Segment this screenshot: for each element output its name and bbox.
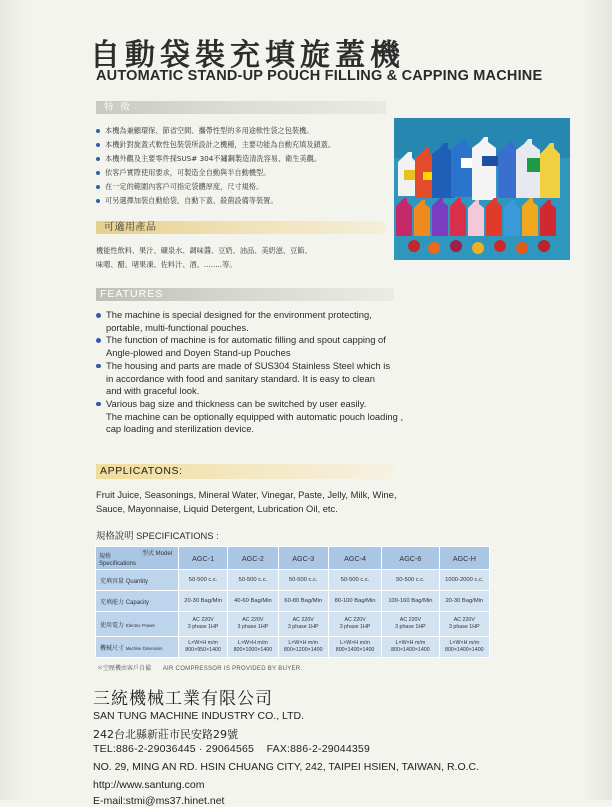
table-cell: 100-160 Bag/Min — [382, 591, 439, 612]
table-cell — [382, 612, 439, 637]
note-en: AIR COMPRESSOR IS PROVIDED BY BUYER. — [162, 666, 303, 672]
cell-line: 800×1000×1400 — [233, 647, 273, 653]
list-item-line: in accordance with food and sanitary standard. It is easy to clean — [106, 372, 375, 384]
cell-line: 3 phase 1HP — [287, 624, 319, 630]
corner-spec-zh: 規格 — [99, 554, 112, 560]
list-item-line: The function of machine is for automatic filling and spout capping of — [106, 334, 386, 346]
page-edge-right — [582, 0, 612, 800]
table-cell — [328, 637, 381, 658]
cell-line: 800×950×1400 — [185, 647, 221, 653]
cell-line: 3 phase 1HP — [237, 624, 269, 630]
cell-line: L×W×H m/m — [449, 640, 480, 646]
applications-zh-heading — [96, 221, 386, 234]
applications-en-line: Fruit Juice, Seasonings, Mineral Water, Vinegar, Paste, Jelly, Milk, Wine, — [96, 489, 397, 500]
list-item: 可另選擇加裝自動給袋、自動下蓋、殺菌設備等裝置。 — [96, 194, 396, 208]
applications-zh-text — [96, 244, 396, 272]
address-chinese: 242台北縣新莊市民安路29號 — [93, 728, 238, 741]
cell-line: AC 220V — [344, 617, 366, 623]
note-zh: ＊空壓機由客戶自備 — [97, 666, 152, 672]
table-cell — [278, 612, 328, 637]
applications-en-heading — [96, 464, 394, 479]
applications-en-label: APPLICATONS: — [100, 465, 183, 477]
table-cell — [228, 637, 278, 658]
cell-line: AC 220V — [192, 617, 214, 623]
row-label-en: Capacity — [125, 599, 150, 606]
model-header: AGC-1 — [179, 547, 228, 570]
cell-line: 800×1400×1400 — [335, 647, 375, 653]
list-item-line: The machine is special designed for the environment protecting, — [106, 309, 372, 320]
row-label-zh: 充填容量 — [100, 578, 125, 585]
list-item: 本機為兼顧環保、節省空間、攜帶性型的多用途軟性袋之包裝機。 — [96, 124, 396, 138]
row-label-zh: 機械尺寸 — [100, 645, 125, 652]
table-row — [96, 591, 490, 612]
row-label-en: Electric Power — [125, 622, 156, 628]
applications-zh-line: 機能性飲料、果汁、礦泉水、調味醬、豆奶、油品、美奶滋、豆餡、 — [96, 246, 312, 255]
features-en-heading — [96, 288, 394, 301]
company-name-english: SAN TUNG MACHINE INDUSTRY CO., LTD. — [93, 710, 304, 722]
cell-line: AC 220V — [292, 617, 314, 623]
table-cell: 50-500 c.c. — [328, 570, 381, 591]
pouches-illustration — [394, 118, 570, 260]
cell-line: L×W×H m/m — [395, 640, 426, 646]
address-english: NO. 29, MING AN RD. HSIN CHUANG CITY, 242, TAIPEI HSIEN, TAIWAN, R.O.C. — [93, 761, 480, 773]
row-label — [96, 637, 179, 658]
page-title-chinese: 自動袋裝充填旋蓋機 — [90, 38, 405, 73]
features-en-label: FEATURES — [100, 288, 164, 300]
product-pouches-photo — [394, 118, 570, 260]
table-cell: 50-500 c.c. — [228, 570, 278, 591]
cell-line: L×W×H m/m — [288, 640, 319, 646]
applications-en-line: Sauce, Mayonnaise, Liquid Detergent, Lubrication Oil, etc. — [96, 503, 338, 514]
specifications-table — [95, 546, 490, 658]
cell-line: AC 220V — [453, 617, 475, 623]
table-cell — [278, 637, 328, 658]
list-item-line: The machine can be optionally equipped with automatic pouch loading , — [106, 410, 404, 422]
cell-line: 3 phase 1HP — [448, 624, 480, 630]
row-label-en: Quantity — [125, 578, 149, 585]
cell-line: AC 220V — [242, 617, 264, 623]
list-item: 依客戶實際使用要求，可製造全自動與半自動機型。 — [96, 166, 396, 180]
table-cell: 60-80 Bag/Min — [278, 591, 328, 612]
cell-line: 800×1400×1400 — [445, 647, 484, 653]
features-zh-label: 特 徵 — [104, 102, 132, 113]
list-item — [96, 309, 436, 334]
features-zh-list — [96, 124, 396, 209]
model-header: AGC-3 — [278, 547, 328, 570]
table-cell: 80-100 Bag/Min — [328, 591, 381, 612]
cell-line: 3 phase 1HP — [395, 624, 426, 630]
company-name-chinese: 三統機械工業有限公司 — [93, 689, 273, 709]
model-header: AGC-6 — [382, 547, 439, 570]
row-label — [96, 612, 179, 637]
list-item — [96, 398, 436, 436]
contact-phone-fax — [93, 743, 370, 755]
applications-en-text — [96, 488, 436, 516]
list-item: 在一定的範圍內客戶可指定袋體厚度，尺寸規格。 — [96, 180, 396, 194]
table-cell: 50-500 c.c. — [179, 570, 228, 591]
list-item — [96, 360, 436, 398]
page-edge-left — [0, 0, 38, 800]
table-cell — [328, 612, 381, 637]
website-link[interactable]: http://www.santung.com — [93, 779, 205, 791]
list-item — [96, 334, 436, 359]
cell-line: AC 220V — [399, 617, 421, 623]
table-cell — [439, 612, 489, 637]
list-item: 本機針對旋蓋式軟性包裝袋所設計之機種，主要功能為自動充填及鎖蓋。 — [96, 138, 396, 152]
applications-zh-line: 味噌、醋、啫果凍、佐料汁、酒、........等。 — [96, 260, 237, 269]
page-title-english: AUTOMATIC STAND-UP POUCH FILLING & CAPPING MACHINE — [96, 68, 543, 84]
table-cell — [439, 637, 489, 658]
table-cell: 20-30 Bag/Min — [439, 591, 489, 612]
cell-line: 800×1400×1400 — [391, 647, 430, 653]
email-link[interactable]: E-mail:stmi@ms37.hinet.net — [93, 795, 225, 807]
table-cell — [382, 637, 439, 658]
features-en-list — [96, 309, 436, 436]
row-label-zh: 使用電力 — [100, 622, 125, 629]
table-row — [96, 637, 490, 658]
list-item-line: Various bag size and thickness can be switched by user easily. — [106, 397, 367, 409]
specifications-title: 規格說明 SPECIFICATIONS : — [96, 530, 219, 541]
cell-line: L×W×H m/m — [188, 640, 218, 646]
list-item-line: The housing and parts are made of SUS304 Stainless Steel which is — [106, 359, 391, 371]
table-cell: 40-60 Bag/Min — [228, 591, 278, 612]
table-cell: 20-30 Bag/Min — [179, 591, 228, 612]
corner-model-label: 型式 Model — [141, 551, 172, 557]
model-header: AGC-H — [439, 547, 489, 570]
cell-line: 3 phase 1HP — [339, 624, 371, 630]
table-cell — [179, 637, 228, 658]
cell-line: 800×1200×1400 — [283, 647, 323, 653]
row-label-en: Machine Dimension — [125, 645, 163, 651]
list-item: 本機外觀及主要零件採SUS# 304不鏽鋼製造清洗容易、衛生美觀。 — [96, 152, 396, 166]
row-label-zh: 充填能力 — [100, 599, 125, 606]
list-item-line: and with graceful look. — [106, 385, 200, 397]
model-header: AGC-2 — [228, 547, 278, 570]
list-item-line: Angle-plowed and Doyen Stand-up Pouches — [106, 347, 291, 359]
table-cell: 50-500 c.c. — [382, 570, 439, 591]
table-cell: 50-500 c.c. — [278, 570, 328, 591]
cell-line: 3 phase 1HP — [187, 624, 219, 630]
cell-line: L×W×H m/m — [238, 640, 268, 646]
cell-line: L×W×H m/m — [340, 640, 370, 646]
row-label — [96, 570, 179, 591]
table-cell — [179, 612, 228, 637]
telephone: TEL:886-2-29036445 · 29064565 — [93, 743, 255, 755]
corner-spec-en: Specifications — [99, 561, 137, 567]
corner-spec-label — [99, 554, 136, 568]
list-item-line: cap loading and sterilization device. — [106, 423, 255, 435]
table-header-row — [96, 547, 490, 570]
table-row — [96, 612, 490, 637]
features-zh-heading — [96, 101, 386, 114]
row-label — [96, 591, 179, 612]
specifications-note — [97, 663, 302, 672]
list-item-line: portable, multi-functional pouches. — [106, 321, 249, 333]
table-corner-cell — [96, 547, 179, 570]
table-cell — [228, 612, 278, 637]
table-cell: 1000-2000 c.c. — [439, 570, 489, 591]
applications-zh-label: 可適用產品 — [104, 222, 157, 233]
fax: FAX:886-2-29044359 — [266, 743, 371, 755]
model-header: AGC-4 — [328, 547, 381, 570]
table-row — [96, 570, 490, 591]
